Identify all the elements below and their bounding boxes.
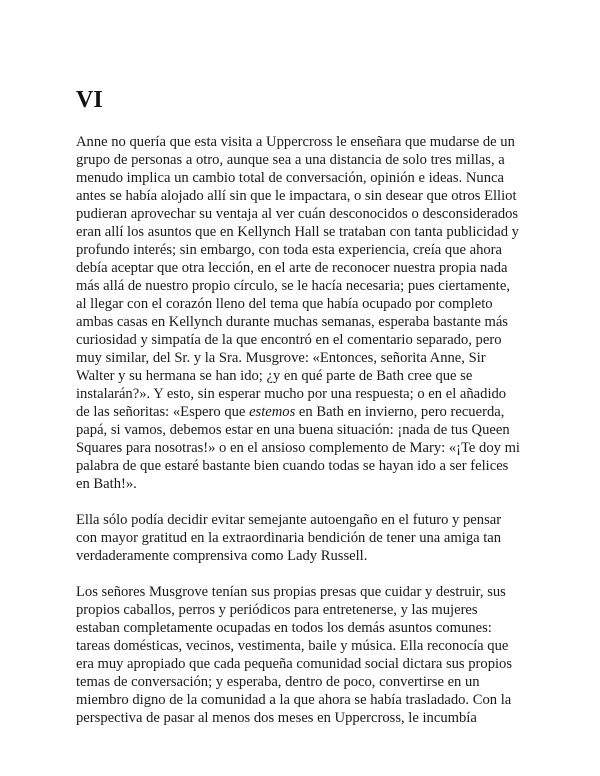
- text-line: muy similar, del Sr. y la Sra. Musgrove: «Entonces, señorita Anne, Sir: [76, 350, 486, 366]
- text-line: eran allí los asuntos que en Kellynch Hall se trataban con tanta publicidad y: [76, 224, 519, 240]
- text-line: instalarán?». Y esto, sin esperar mucho por una respuesta; o en el añadido: [76, 386, 507, 402]
- text-line: con mayor gratitud en la extraordinaria bendición de tener una amiga tan: [76, 530, 502, 546]
- text-line: verdaderamente comprensiva como Lady Russell.: [76, 548, 368, 564]
- text-line: curiosidad y simpatía de la que encontró en el comentario separado, pero: [76, 332, 502, 348]
- text-segment: en Bath en invierno, pero recuerda,: [295, 404, 505, 420]
- paragraph-3: [76, 583, 534, 727]
- text-line: al llegar con el corazón lleno del tema que había ocupado por completo: [76, 296, 493, 312]
- chapter-heading: VI: [76, 87, 103, 113]
- text-line: propios caballos, perros y periódicos para entretenerse, y las mujeres: [76, 602, 478, 618]
- text-line: era muy apropiado que cada pequeña comunidad social dictara sus propios: [76, 656, 513, 672]
- text-line: antes se había alojado allí sin que le impactara, o sin desear que otros Elliot: [76, 188, 517, 204]
- text-line: Squares para nosotras!» o en el ansioso complemento de Mary: «¡Te doy mi: [76, 440, 520, 456]
- text-line: Anne no quería que esta visita a Uppercross le enseñara que mudarse de un: [76, 134, 515, 150]
- text-line: perspectiva de pasar al menos dos meses en Uppercross, le incumbía: [76, 710, 477, 726]
- text-line: grupo de personas a otro, aunque sea a una distancia de solo tres millas, a: [76, 152, 505, 168]
- text-line: miembro digno de la comunidad a la que ahora se había trasladado. Con la: [76, 692, 512, 708]
- text-line: temas de conversación; y esperaba, dentro de poco, convertirse en un: [76, 674, 480, 690]
- text-line: Ella sólo podía decidir evitar semejante autoengaño en el futuro y pensar: [76, 512, 502, 528]
- text-line: en Bath!».: [76, 476, 137, 492]
- text-line: palabra de que estaré bastante bien cuando todas se hayan ido a ser felices: [76, 458, 509, 474]
- text-line: pudieran aprovechar su ventaja al ver cuán desconocidos o desconsiderados: [76, 206, 519, 222]
- text-line: estaban completamente ocupadas en todos los demás asuntos comunes:: [76, 620, 492, 636]
- text-line: más allá de nuestro propio círculo, se le hacía necesaria; pues ciertamente,: [76, 278, 510, 294]
- text-line: ambas casas en Kellynch durante muchas semanas, esperaba bastante más: [76, 314, 508, 330]
- emphasized-word: estemos: [249, 404, 296, 420]
- paragraph-1: [76, 133, 534, 493]
- text-line: Walter y su hermana se han ido; ¿y en qué parte de Bath cree que se: [76, 368, 473, 384]
- text-line: debía aceptar que otra lección, en el arte de reconocer nuestra propia nada: [76, 260, 508, 276]
- text-line: tareas domésticas, vecinos, vestimenta, baile y música. Ella reconocía que: [76, 638, 509, 654]
- text-line-with-emphasis: [76, 403, 534, 421]
- text-line: Los señores Musgrove tenían sus propias presas que cuidar y destruir, sus: [76, 584, 506, 600]
- chapter-body: [76, 133, 534, 745]
- text-line: menudo implica un cambio total de conversación, opinión e ideas. Nunca: [76, 170, 504, 186]
- paragraph-2: [76, 511, 534, 565]
- text-line: profundo interés; sin embargo, con toda esta experiencia, creía que ahora: [76, 242, 503, 258]
- text-segment: de las señoritas: «Espero que: [76, 404, 250, 420]
- text-line: papá, si vamos, debemos estar en una buena situación: ¡nada de tus Queen: [76, 422, 510, 438]
